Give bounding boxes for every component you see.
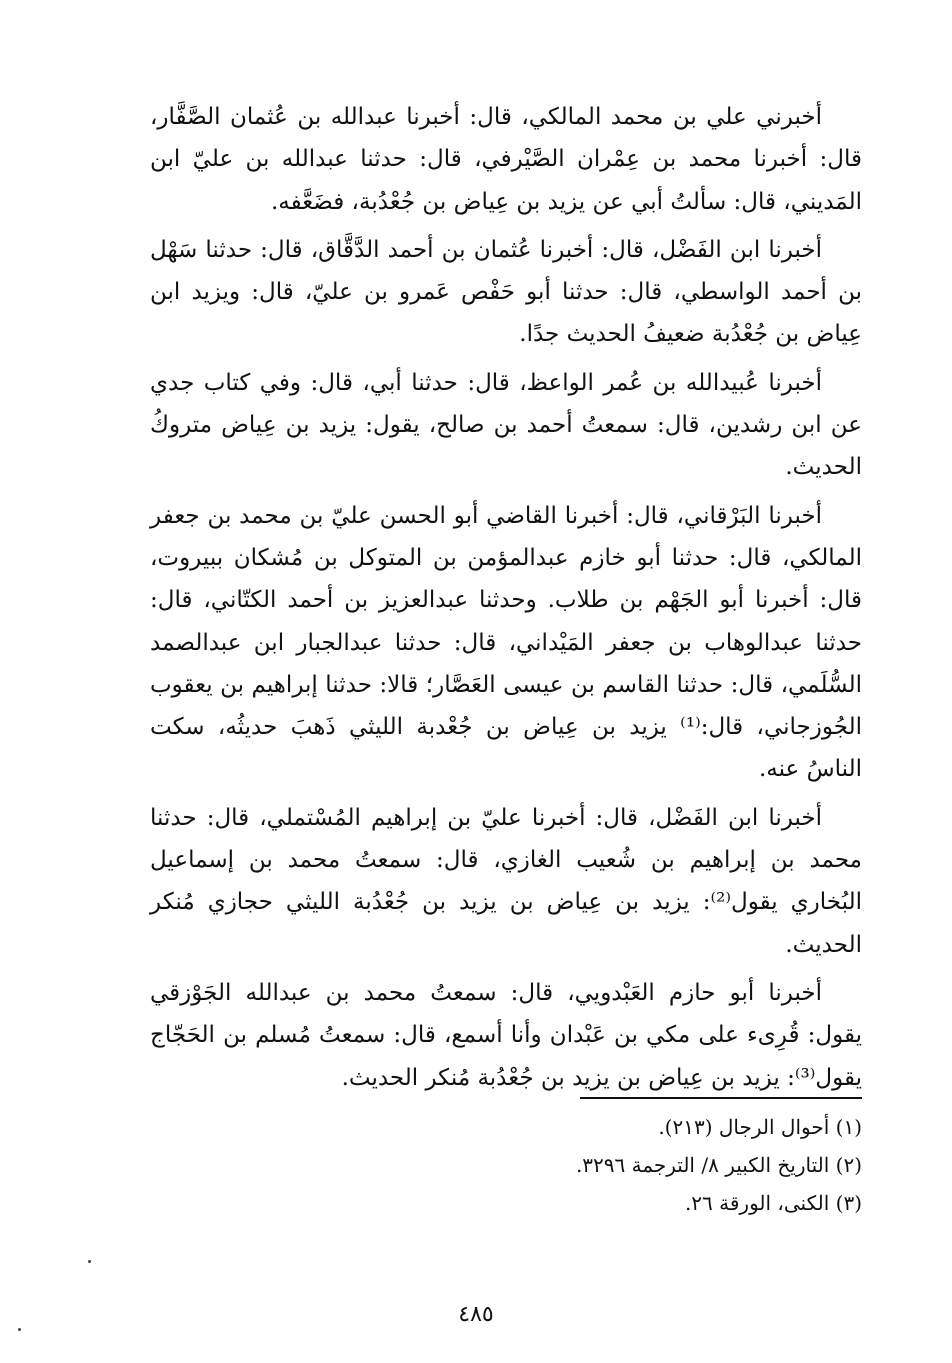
page-number: ٤٨٥	[458, 1302, 494, 1327]
paragraph-6: أخبرنا أبو حازم العَبْدويي، قال: سمعتُ محمد بن عبدالله الجَوْزقي يقول: قُرِىء على مكي بن عَبْدان وأنا أسمع، قال: سمعتُ مُسلم بن الحَجّاج يقول⁽³⁾: يزيد بن عِياض بن يزيد بن جُعْدُبة مُنكر الحديث.	[150, 979, 862, 1091]
footnotes	[150, 1108, 862, 1222]
footnote-1: (١) أحوال الرجال (٢١٣).	[658, 1115, 862, 1139]
paragraph-5: أخبرنا ابن الفَضْل، قال: أخبرنا عليّ بن إبراهيم المُسْتملي، قال: حدثنا محمد بن إبراهيم بن شُعيب الغازي، قال: سمعتُ محمد بن إسماعيل البُخاري يقول⁽²⁾: يزيد بن عِياض بن يزيد بن جُعْدُبة الليثي حجازي مُنكر الحديث.	[150, 804, 862, 958]
footnote-3: (٣) الكنى، الورقة ٢٦.	[684, 1191, 862, 1215]
main-text	[150, 96, 862, 1105]
paragraph-4: أخبرنا البَرْقاني، قال: أخبرنا القاضي أبو الحسن عليّ بن محمد بن جعفر المالكي، قال: حدثنا أبو خازم عبدالمؤمن بن المتوكل بن مُشكان ببيروت، قال: أخبرنا أبو الجَهْم بن طلاب. وحدثنا عبدالعزيز بن أحمد الكتّاني، قال: حدثنا عبدالوهاب بن جعفر المَيْداني، قال: حدثنا عبدالجبار ابن عبدالصمد السُّلَمي، قال: حدثنا القاسم بن عيسى العَصَّار؛ قالا: حدثنا إبراهيم بن يعقوب الجُوزجاني، قال:⁽¹⁾ يزيد بن عِياض بن جُعْدبة الليثي ذَهبَ حديثُه، سكت الناسُ عنه.	[150, 502, 862, 783]
paragraph-1: أخبرني علي بن محمد المالكي، قال: أخبرنا عبدالله بن عُثمان الصَّفَّار، قال: أخبرنا محمد بن عِمْران الصَّيْرفي، قال: حدثنا عبدالله بن عليّ ابن المَديني، قال: سألتُ أبي عن يزيد بن عِياض بن جُعْدُبة، فضَعَّفه.	[150, 104, 862, 215]
scan-speck	[88, 1260, 91, 1263]
scan-speck	[18, 1328, 21, 1331]
paragraph-3: أخبرنا عُبيدالله بن عُمر الواعظ، قال: حدثنا أبي، قال: وفي كتاب جدي عن ابن رشدين، قال: سمعتُ أحمد بن صالح، يقول: يزيد بن عِياض متروكُ الحديث.	[150, 369, 862, 481]
paragraph-2: أخبرنا ابن الفَضْل، قال: أخبرنا عُثمان بن أحمد الدَّقَّاق، قال: حدثنا سَهْل بن أحمد الواسطي، قال: حدثنا أبو حَفْص عَمرو بن عليّ، قال: ويزيد ابن عِياض بن جُعْدُبة ضعيفُ الحديث جدًا.	[150, 236, 862, 348]
footnote-2: (٢) التاريخ الكبير ٨/ الترجمة ٣٢٩٦.	[575, 1153, 862, 1177]
footnote-divider	[580, 1097, 862, 1099]
